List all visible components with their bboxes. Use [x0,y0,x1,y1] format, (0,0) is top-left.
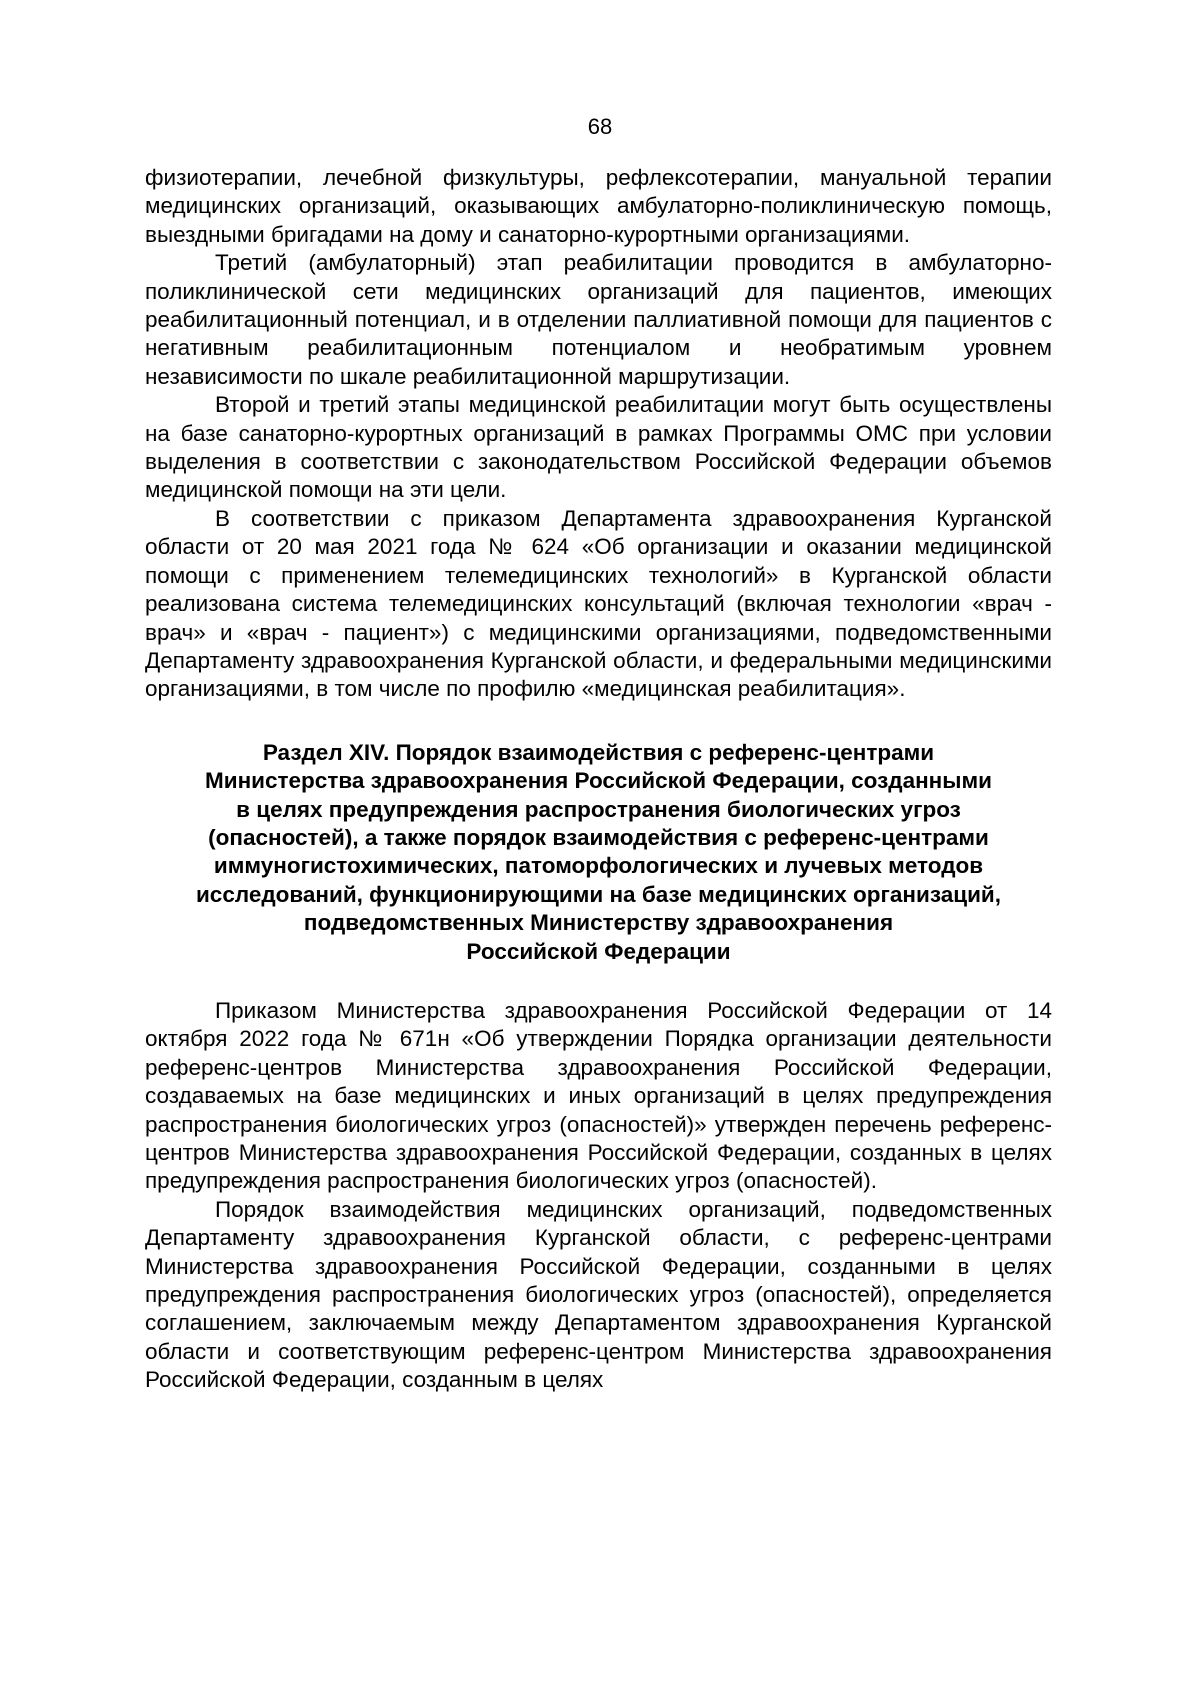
paragraph: Порядок взаимодействия медицинских организаций, подведомственных Департаменту здравоохранения Курганской области, с референс-центрами Министерства здравоохранения Российской Федерации, созданными в целях предупреждения распространения биологических угроз (опасностей), определяется соглашением, заключаемым между Департаментом здравоохранения Курганской области и соответствующим референс-центром Министерства здравоохранения Российской Федерации, созданным в целях [145,1196,1052,1393]
section-heading-line: (опасностей), а также порядок взаимодействия с референс-центрами [208,824,989,850]
page-number: 68 [587,114,613,139]
section-heading-line: Раздел XIV. Порядок взаимодействия с референс-центрами [262,739,935,765]
paragraph: Второй и третий этапы медицинской реабилитации могут быть осуществлены на базе санаторно-курортных организаций в рамках Программы ОМС при условии выделения в соответствии с законодательством Российской Федерации объемов медицинской помощи на эти цели. [145,392,1052,503]
paragraphs-before-section [145,164,1052,704]
section-heading-line: Российской Федерации [466,938,731,964]
section-heading-line: Министерства здравоохранения Российской Федерации, созданными [205,768,992,794]
section-heading-line: исследований, функционирующими на базе медицинских организаций, [195,881,1002,907]
section-heading-line: в целях предупреждения распространения биологических угроз [236,796,961,822]
document-body [145,164,1052,1395]
paragraph: В соответствии с приказом Департамента здравоохранения Курганской области от 20 мая 2021 года № 624 «Об организации и оказании медицинской помощи с применением телемедицинских технологий» в Курганской области реализована система телемедицинских консультаций (включая технологии «врач - врач» и «врач - пациент») с медицинскими организациями, подведомственными Департаменту здравоохранения Курганской области, и федеральными медицинскими организациями, в том числе по профилю «медицинская реабилитация». [145,505,1052,702]
paragraph: физиотерапии, лечебной физкультуры, рефлексотерапии, мануальной терапии медицинских организаций, оказывающих амбулаторно-поликлиническую помощь, выездными бригадами на дому и санаторно-курортными организациями. [145,165,1052,247]
paragraph: Приказом Министерства здравоохранения Российской Федерации от 14 октября 2022 года № 671н «Об утверждении Порядка организации деятельности референс-центров Министерства здравоохранения Российской Федерации, создаваемых на базе медицинских и иных организаций в целях предупреждения распространения биологических угроз (опасностей)» утвержден перечень референс-центров Министерства здравоохранения Российской Федерации, созданных в целях предупреждения распространения биологических угроз (опасностей). [145,997,1052,1194]
section-heading-line: подведомственных Министерству здравоохранения [303,910,894,936]
section-heading-line: иммуногистохимических, патоморфологических и лучевых методов [213,853,984,879]
section-heading [145,739,1052,966]
paragraph: Третий (амбулаторный) этап реабилитации проводится в амбулаторно-поликлинической сети медицинских организаций для пациентов, имеющих реабилитационный потенциал, и в отделении паллиативной помощи для пациентов с негативным реабилитационным потенциалом и необратимым уровнем независимости по шкале реабилитационной маршрутизации. [145,250,1052,389]
paragraphs-after-section [145,997,1052,1395]
